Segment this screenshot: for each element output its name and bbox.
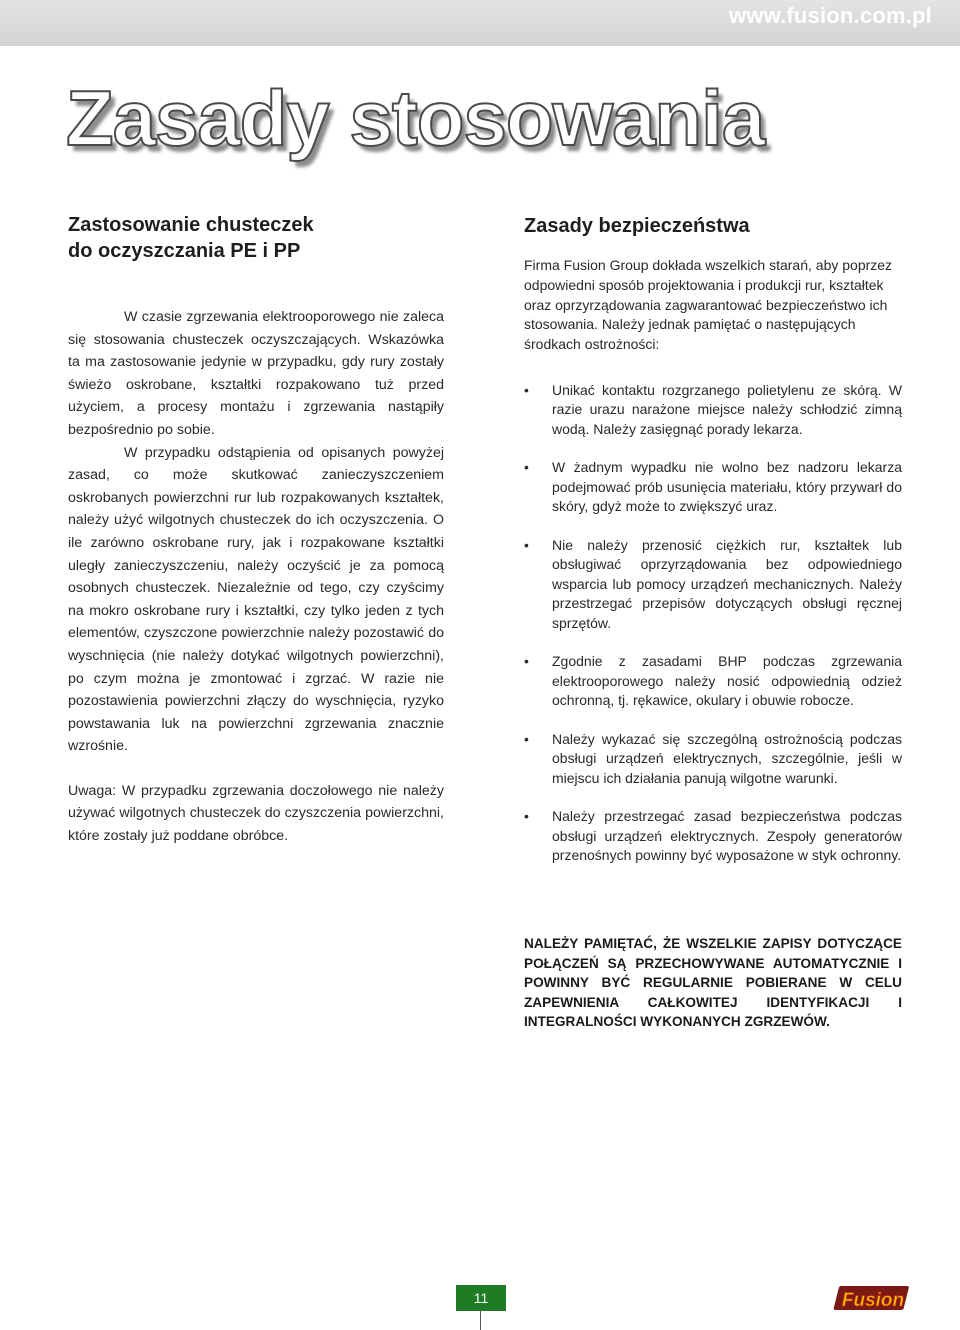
- wipes-heading-line1: Zastosowanie chusteczek: [68, 214, 314, 236]
- records-notice: NALEŻY PAMIĘTAĆ, ŻE WSZELKIE ZAPISY DOTYCZĄCE POŁĄCZEŃ SĄ PRZECHOWYWANE AUTOMATYCZNIE I POWINNY BYĆ REGULARNIE POBIERANE W CELU ZAPEWNIENIA CAŁKOWITEJ IDENTYFIKACJI I INTEGRALNOŚCI WYKONANYCH ZGRZEWÓW.: [524, 936, 902, 1029]
- bullet-icon: •: [524, 808, 529, 825]
- list-item: [524, 652, 902, 711]
- bullet-icon: •: [524, 381, 529, 398]
- logo-wordmark: Fusion: [841, 1290, 905, 1311]
- list-item: [524, 807, 902, 866]
- rule-text: Należy wykazać się szczególną ostrożnością podczas obsługi urządzeń elektrycznych, szczególnie, jeśli w miejscu ich działania panują wilgotne warunki.: [552, 730, 902, 786]
- bullet-icon: •: [524, 459, 529, 476]
- rule-text: Unikać kontaktu rozgrzanego polietylenu ze skórą. W razie urazu narażone miejsce należy schłodzić zimną wodą. Należy zasięgnąć porady lekarza.: [552, 381, 902, 437]
- list-item: [524, 458, 902, 517]
- rule-text: Nie należy przenosić ciężkich rur, kształtek lub obsługiwać oprzyrządowania bez odpowiedniego wsparcia lub pomocy urządzeń mechanicznych. Należy przestrzegać przepisów dotyczących obsługi ręcznej sprzętów.: [552, 536, 902, 631]
- list-item: [524, 730, 902, 789]
- page-title: Zasady stosowania: [66, 74, 765, 162]
- rule-text: Zgodnie z zasadami BHP podczas zgrzewania elektrooporowego należy nosić odpowiednią odzież ochronną, tj. rękawice, okulary i obuwie robocze.: [552, 653, 902, 709]
- page-number-divider: [480, 1311, 481, 1330]
- top-banner: [0, 0, 960, 46]
- site-url[interactable]: www.fusion.com.pl: [728, 3, 932, 28]
- list-item: [524, 381, 902, 440]
- wipes-note: Uwaga: W przypadku zgrzewania doczołowego nie należy używać wilgotnych chusteczek do czyszczenia powierzchni, które zostały już poddane obróbce.: [68, 782, 444, 845]
- wipes-paragraph-2: W przypadku odstąpienia od opisanych powyżej zasad, co może skutkować zanieczyszczeniem oskrobanych powierzchni rur lub rozpakowanych kształtek, należy użyć wilgotnych chusteczek do ich oczyszczenia. O ile zarówno oskrobane rury, jak i rozpakowane kształtki uległy zanieczyszczeniu, należy oczyścić je za pomocą osobnych chusteczek. Niezależnie od tego, czy czyścimy na mokro oskrobane rury i kształtki, czy tylko jeden z tych elementów, czyszczone powierzchnie należy pozostawić do wyschnięcia (nie należy dotykać wilgotnych powierzchni), po czym można je zmontować i zgrzać. W razie nie pozostawienia powierzchni złączy do wyschnięcia, ryzyko powstawania luk na powierzchni zgrzewania znacznie wzrośnie.: [68, 444, 444, 755]
- right-column: [524, 212, 902, 885]
- safety-intro: Firma Fusion Group dokłada wszelkich starań, aby poprzez odpowiedni sposób projektowania i produkcji rur, kształtek oraz oprzyrządowania zagwarantować bezpieczeństwo ich stosowania. Należy jednak pamiętać o następujących środkach ostrożności:: [524, 257, 893, 353]
- list-item: [524, 536, 902, 634]
- rule-text: Należy przestrzegać zasad bezpieczeństwa podczas obsługi urządzeń elektrycznych. Zespoły generatorów przenośnych powinny być wyposażone w styk ochronny.: [552, 808, 902, 864]
- page-number: 11: [456, 1285, 506, 1311]
- rule-text: W żadnym wypadku nie wolno bez nadzoru lekarza podejmować prób usunięcia materiału, który przywarł do skóry, gdyż może to zwiększyć uraz.: [552, 459, 902, 515]
- bullet-icon: •: [524, 653, 529, 670]
- bullet-icon: •: [524, 730, 529, 747]
- bullet-icon: •: [524, 536, 529, 553]
- safety-heading: Zasady bezpieczeństwa: [524, 215, 750, 237]
- left-column: [68, 212, 444, 848]
- wipes-paragraph-1: W czasie zgrzewania elektrooporowego nie zaleca się stosowania chusteczek oczyszczających. Wskazówka ta ma zastosowanie jedynie w przypadku, gdy rury zostały świeżo oskrobane, kształtki rozpakowano tuż przed użyciem, a procesy montażu i zgrzewania nastąpiły bezpośrednio po sobie.: [68, 309, 444, 438]
- safety-rules-list: [524, 381, 902, 866]
- fusion-logo: [832, 1283, 912, 1313]
- wipes-heading-line2: do oczyszczania PE i PP: [68, 240, 301, 262]
- wipes-heading: [68, 212, 444, 264]
